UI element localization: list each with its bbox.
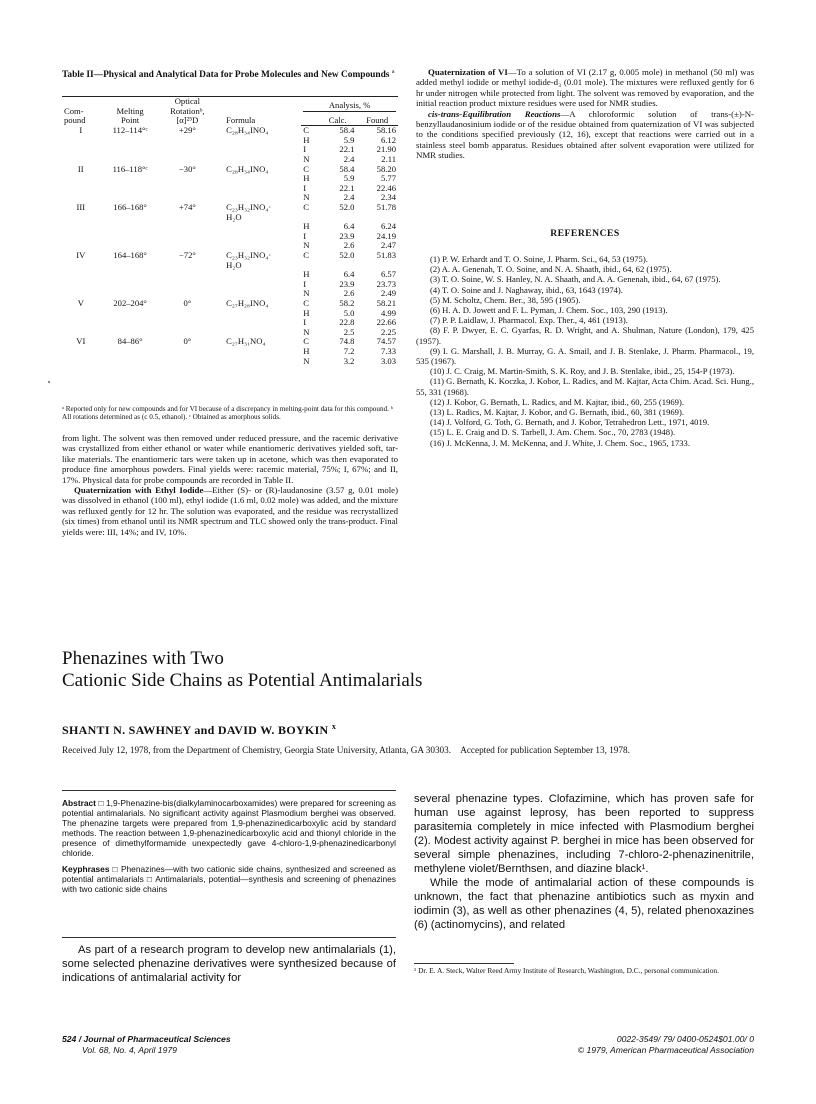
calc-cell: 22.8 [339,317,355,328]
reference-item: (11) G. Bernath, K. Koczka, J. Kobor, L. Radics, and M. Kajtar, Acta Chim. Acad. Sci. Hung., 55, 331 (1968). [416,376,754,397]
melting-point-cell: 202–204° [113,297,147,308]
found-cell: 2.25 [380,326,396,337]
reference-item: (13) L. Radics, M. Kajtar, J. Kobor, and G. Bernath, ibid., 60, 381 (1969). [430,407,684,418]
empty-cell [161,174,215,184]
empty-cell [214,270,301,280]
rotation-cell: 0° [183,297,192,308]
empty-cell [100,145,161,155]
element-cell: H [303,173,310,184]
empty-cell [100,280,161,290]
empty-cell [100,270,161,280]
element-cell: C [303,336,309,347]
element-cell: N [303,355,310,366]
empty-cell [161,347,215,357]
empty-cell [161,136,215,146]
calc-cell: 22.1 [339,144,355,155]
col-melting: Melting Point [100,97,161,126]
abstract [62,798,396,900]
table-footnote: ᵃ Reported only for new compounds and for VI because of a discrepancy in melting-point data for this compound. ᵇ All rotations determined as (c 0.5, ethanol). ᶜ Obtained as amorphous solids. [62,405,394,422]
element-cell: H [303,307,310,318]
calc-cell: 23.9 [339,278,355,289]
empty-cell [62,222,100,232]
found-cell: 6.12 [380,134,396,145]
empty-cell [214,174,301,184]
references-heading: REFERENCES [550,228,620,239]
compound-cell: III [76,202,86,213]
element-cell: C [303,297,309,308]
abstract-text: Abstract □ 1,9-Phenazine-bis(dialkylaminocarboxamides) were prepared for screening as potential antimalarials. No significant activity against Plasmodium berghei was observed. The phenazine targets were prepared from 1,9-phenazinedicarboxylic acid by standard methods. The reaction between 1,9-phenazinedicarboxylic acid and thionyl chloride in the presence of dimethylformamide unexpectedly gave 4-chloro-1,9-phenazinedicarbonyl chloride. [62,798,396,858]
calc-cell: 5.0 [343,307,355,318]
calc-cell: 2.6 [343,288,355,299]
empty-cell [214,347,301,357]
empty-cell [62,145,100,155]
found-cell: 58.21 [376,297,396,308]
copyright-footer: 0022-3549/ 79/ 0400-0524$01.00/ 0 © 1979, American Pharmaceutical Association [577,1034,754,1055]
empty-cell [214,309,301,319]
col-calc: Calc. [319,112,356,126]
scan-speck [48,381,50,383]
found-cell: 6.24 [380,221,396,232]
found-cell: 4.99 [380,307,396,318]
empty-cell [62,184,100,194]
found-cell: 2.47 [380,240,396,251]
reference-item: (7) P. P. Laidlaw, J. Pharmacol. Exp. Ther., 4, 461 (1913). [430,315,628,326]
empty-cell [62,136,100,146]
empty-cell [161,232,215,242]
reference-item: (14) J. Volford, G. Toth, G. Bernath, and J. Kobor, Tetrahedron Lett., 1971, 4019. [430,417,710,428]
element-cell: N [303,240,310,251]
experimental-text-right [416,67,754,161]
table-row [62,357,398,367]
received-line: Received July 12, 1978, from the Department of Chemistry, Georgia State University, Atlanta, GA 30303. Accepted for publication September 13, 1978. [62,745,630,755]
empty-cell [100,136,161,146]
experimental-text-left [62,433,398,537]
reference-item: (10) J. C. Craig, M. Martin-Smith, S. K. Roy, and J. B. Stenlake, ibid., 25, 154-P (1973). [430,366,735,377]
found-cell: 7.33 [380,345,396,356]
footnote-rule [414,963,514,964]
paragraph: Quaternization of VI—To a solution of VI (2.17 g, 0.005 mole) in methanol (50 ml) was added methyl iodide or methyl iodide-d₃ (0.01 mole). The mixtures were refluxed gently for 6 hr under nitrogen while protected from light. The solvent was removed by evaporation, and the initial reaction product mixture residues were used for NMR studies. [416,67,754,109]
compound-cell: V [77,297,84,308]
calc-cell: 23.9 [339,230,355,241]
formula-cell: C₂₃H₃₂INO₄· H₂O [226,250,272,270]
references-list [416,254,754,448]
found-cell: 2.34 [380,192,396,203]
empty-cell [100,357,161,367]
formula-cell: C₂₈H₃₄INO₄ [226,124,269,135]
col-compound: Com- pound [62,97,100,126]
rotation-cell: −72° [178,250,196,260]
calc-cell: 52.0 [339,250,355,260]
melting-point-cell: 116–118°ᶜ [112,163,148,174]
found-cell: 2.11 [381,154,396,165]
element-cell: I [303,230,307,241]
paragraph: As part of a research program to develop new antimalarials (1), some selected phenazine derivatives were synthesized because of indications of antimalarial activity for [62,944,396,984]
element-cell: H [303,269,310,280]
empty-cell [161,270,215,280]
paragraph: several phenazine types. Clofazimine, which has proven safe for human use against leprosy, has been reported to suppress parasitemia completely in mice infected with Plasmodium berghei (2). Modest activity against P. berghei in mice has been observed for several simple phenazines, including 7-chloro-2-phenazinenitrile, methylene violet/Bernthsen, and diazine black¹. [414,793,754,875]
compound-cell: I [79,124,83,135]
calc-cell: 7.2 [343,345,355,356]
empty-cell [62,270,100,280]
element-cell: N [303,192,310,203]
paragraph: Quaternization with Ethyl Iodide—Either (S)- or (R)-laudanosine (3.57 g, 0.01 mole) was dissolved in ethanol (100 ml), ethyl iodide (1.6 ml, 0.02 mole) was added, and the mixture was refluxed gently for 12 hr. The solution was evaporated, and the residue was recrystallized (six times) from ethanol until its NMR spectrum and TLC showed only the trans-product. Final yields were: III, 14%; and IV, 10%. [62,485,398,537]
empty-cell [62,280,100,290]
element-cell: I [303,278,307,289]
empty-cell [161,280,215,290]
empty-cell [161,309,215,319]
empty-cell [100,222,161,232]
reference-item: (9) I. G. Marshall, J. B. Murray, G. A. Smail, and J. B. Stenlake, J. Pharm. Pharmacol., 19, 535 (1967). [416,345,754,367]
element-cell: N [303,288,310,299]
empty-cell [100,184,161,194]
empty-cell [100,347,161,357]
calc-cell: 6.4 [343,269,355,280]
element-cell: C [303,202,309,213]
compound-cell: II [77,163,84,174]
found-cell: 58.20 [376,163,396,174]
col-found: Found [356,112,398,126]
calc-cell: 2.6 [343,240,355,251]
rotation-cell: +29° [178,124,196,135]
authors: SHANTI N. SAWHNEY and DAVID W. BOYKIN $^x$ [62,722,337,737]
data-table [62,96,398,366]
empty-cell [62,318,100,328]
element-cell: C [303,125,309,136]
element-cell: C [303,163,309,174]
empty-cell [62,174,100,184]
paragraph: cis-trans-Equilibration Reactions—A chloroformic solution of trans-(±)-N-benzyllaudanosinium iodide or of the residue obtained from quaternization of VI was subjected to the conditions specified previously (12, 16), except that reactions were carried out in a stainless steel bomb apparatus. Residues obtained after solvent evaporation were utilized for NMR studies. [416,108,754,161]
calc-cell: 58.2 [339,297,355,308]
table-title: Table II—Physical and Analytical Data for Probe Molecules and New Compounds $^a$ [62,69,395,81]
formula-cell: C₂₈H₃₄INO₄ [226,163,269,174]
reference-item: (12) J. Kobor, G. Bernath, L. Radics, and M. Kajtar, ibid., 60, 255 (1969). [430,396,684,407]
reference-item: (15) L. E. Craig and D. S. Tarbell, J. Am. Chem. Soc., 70, 2783 (1948). [430,427,676,438]
intro-left [62,943,396,985]
calc-cell: 5.9 [343,134,355,145]
empty-cell [161,145,215,155]
empty-cell [161,184,215,194]
empty-cell [214,232,301,242]
formula-cell: C₂₃H₃₂INO₄· H₂O [226,202,272,222]
element-cell: I [303,182,307,193]
found-cell: 2.49 [380,288,396,299]
empty-cell [100,232,161,242]
element-cell: I [303,144,307,155]
calc-cell: 2.4 [343,154,355,165]
calc-cell: 22.1 [339,182,355,193]
calc-cell: 2.4 [343,192,355,203]
reference-item: (1) P. W. Erhardt and T. O. Soine, J. Pharm. Sci., 64, 53 (1975). [430,254,648,264]
found-cell: 58.16 [376,125,396,136]
element-cell: N [303,154,310,165]
empty-cell [214,136,301,146]
melting-point-cell: 84–86° [117,336,143,347]
found-cell: 3.03 [380,355,396,366]
calc-cell: 58.4 [339,163,355,174]
element-cell: H [303,134,310,145]
compound-cell: IV [76,250,86,260]
found-cell: 51.78 [376,202,396,213]
element-cell: H [303,345,310,356]
paragraph: from light. The solvent was then removed under reduced pressure, and the racemic derivative was crystallized from either ethanol or water while enantiomeric derivatives yielded soft, tar-like materials. The enantiomeric tars were taken up in acetone, which was then evaporated to produce fine amorphous powders. Final yields were: racemic material, 75%; I, 67%; and II, 17%. Physical data for probe compounds are recorded in Table II. [62,433,398,485]
table-row [62,251,398,270]
found-cell: 23.73 [376,278,396,289]
empty-cell [62,309,100,319]
reference-item: (5) M. Scholtz, Chem. Ber., 38, 595 (1905). [430,294,581,305]
journal-footer: 524 / Journal of Pharmaceutical Sciences Vol. 68, No. 4, April 1979 [62,1034,231,1055]
element-cell: N [303,326,310,337]
calc-cell: 2.5 [343,326,355,337]
empty-cell [161,357,215,367]
article-title: Phenazines with Two Cationic Side Chains as Potential Antimalarials [62,648,423,691]
keyphrases-text: Keyphrases □ Phenazines—with two cationic side chains, synthesized and screened as potential antimalarials □ Antimalarials, potential—synthesis and screening of phenazines with two cationic side chains [62,864,396,894]
calc-cell: 74.8 [339,336,355,347]
empty-cell [62,357,100,367]
reference-item: (4) T. O. Soine and J. Naghaway, ibid., 63, 1643 (1974). [430,284,623,295]
melting-point-cell: 166–168° [113,202,147,213]
empty-cell [100,174,161,184]
footnote: ¹ Dr. E. A. Steck, Walter Reed Army Institute of Research, Washington, D.C., personal communication. [414,966,719,975]
calc-cell: 3.2 [343,355,355,366]
empty-cell [214,280,301,290]
found-cell: 6.57 [380,269,396,280]
found-cell: 51.83 [376,250,396,260]
reference-item: (8) F. P. Dwyer, E. C. Gyarfas, R. D. Wright, and A. Shulman, Nature (London), 179, 425 (1957). [416,325,754,346]
found-cell: 22.46 [376,182,396,193]
rotation-cell: +74° [178,202,196,213]
rotation-cell: −30° [178,163,196,174]
empty-cell [161,222,215,232]
reference-item: (6) H. A. D. Jowett and F. L. Pyman, J. Chem. Soc., 103, 290 (1913). [430,305,668,316]
calc-cell: 5.9 [343,173,355,184]
reference-item: (3) T. O. Soine, W. S. Hanley, N. A. Shaath, and A. A. Genenah, ibid., 64, 67 (1975). [430,274,721,285]
intro-right [414,792,754,932]
empty-cell [62,347,100,357]
empty-cell [214,357,301,367]
found-cell: 5.77 [380,173,396,184]
empty-cell [100,309,161,319]
formula-cell: C₂₇H₃₁NO₄ [226,336,266,347]
empty-cell [161,318,215,328]
empty-cell [62,232,100,242]
col-formula: Formula [214,97,301,126]
rotation-cell: 0° [183,336,192,347]
found-cell: 21.90 [376,144,396,155]
formula-cell: C₂₇H₂₈INO₄ [226,297,269,308]
table-row [62,203,398,222]
calc-cell: 52.0 [339,202,355,213]
paragraph: While the mode of antimalarial action of these compounds is unknown, the fact that phenazine antibiotics such as myxin and iodimin (3), as well as other phenazines (4, 5), related phenoxazines (6) (actinomycins), and related [414,877,754,931]
calc-cell: 58.4 [339,125,355,136]
col-analysis: Analysis, % [303,101,396,112]
empty-cell [214,145,301,155]
found-cell: 22.66 [376,317,396,328]
found-cell: 74.57 [376,336,396,347]
empty-cell [214,222,301,232]
compound-cell: VI [76,336,86,347]
empty-cell [214,184,301,194]
table-body [62,126,398,366]
calc-cell: 6.4 [343,221,355,232]
element-cell: I [303,317,307,328]
col-rotation: Optical Rotationᵇ, [α]²⁵D [161,97,215,126]
element-cell: C [303,250,309,260]
element-cell: H [303,221,310,232]
found-cell: 24.19 [376,230,396,241]
empty-cell [100,318,161,328]
reference-item: (16) J. McKenna, J. M. McKenna, and J. White, J. Chem. Soc., 1965, 1733. [430,437,691,448]
reference-item: (2) A. A. Genenah, T. O. Soine, and N. A. Shaath, ibid., 64, 62 (1975). [430,264,672,275]
melting-point-cell: 112–114°ᶜ [112,124,148,135]
empty-cell [214,318,301,328]
melting-point-cell: 164–168° [113,250,147,260]
